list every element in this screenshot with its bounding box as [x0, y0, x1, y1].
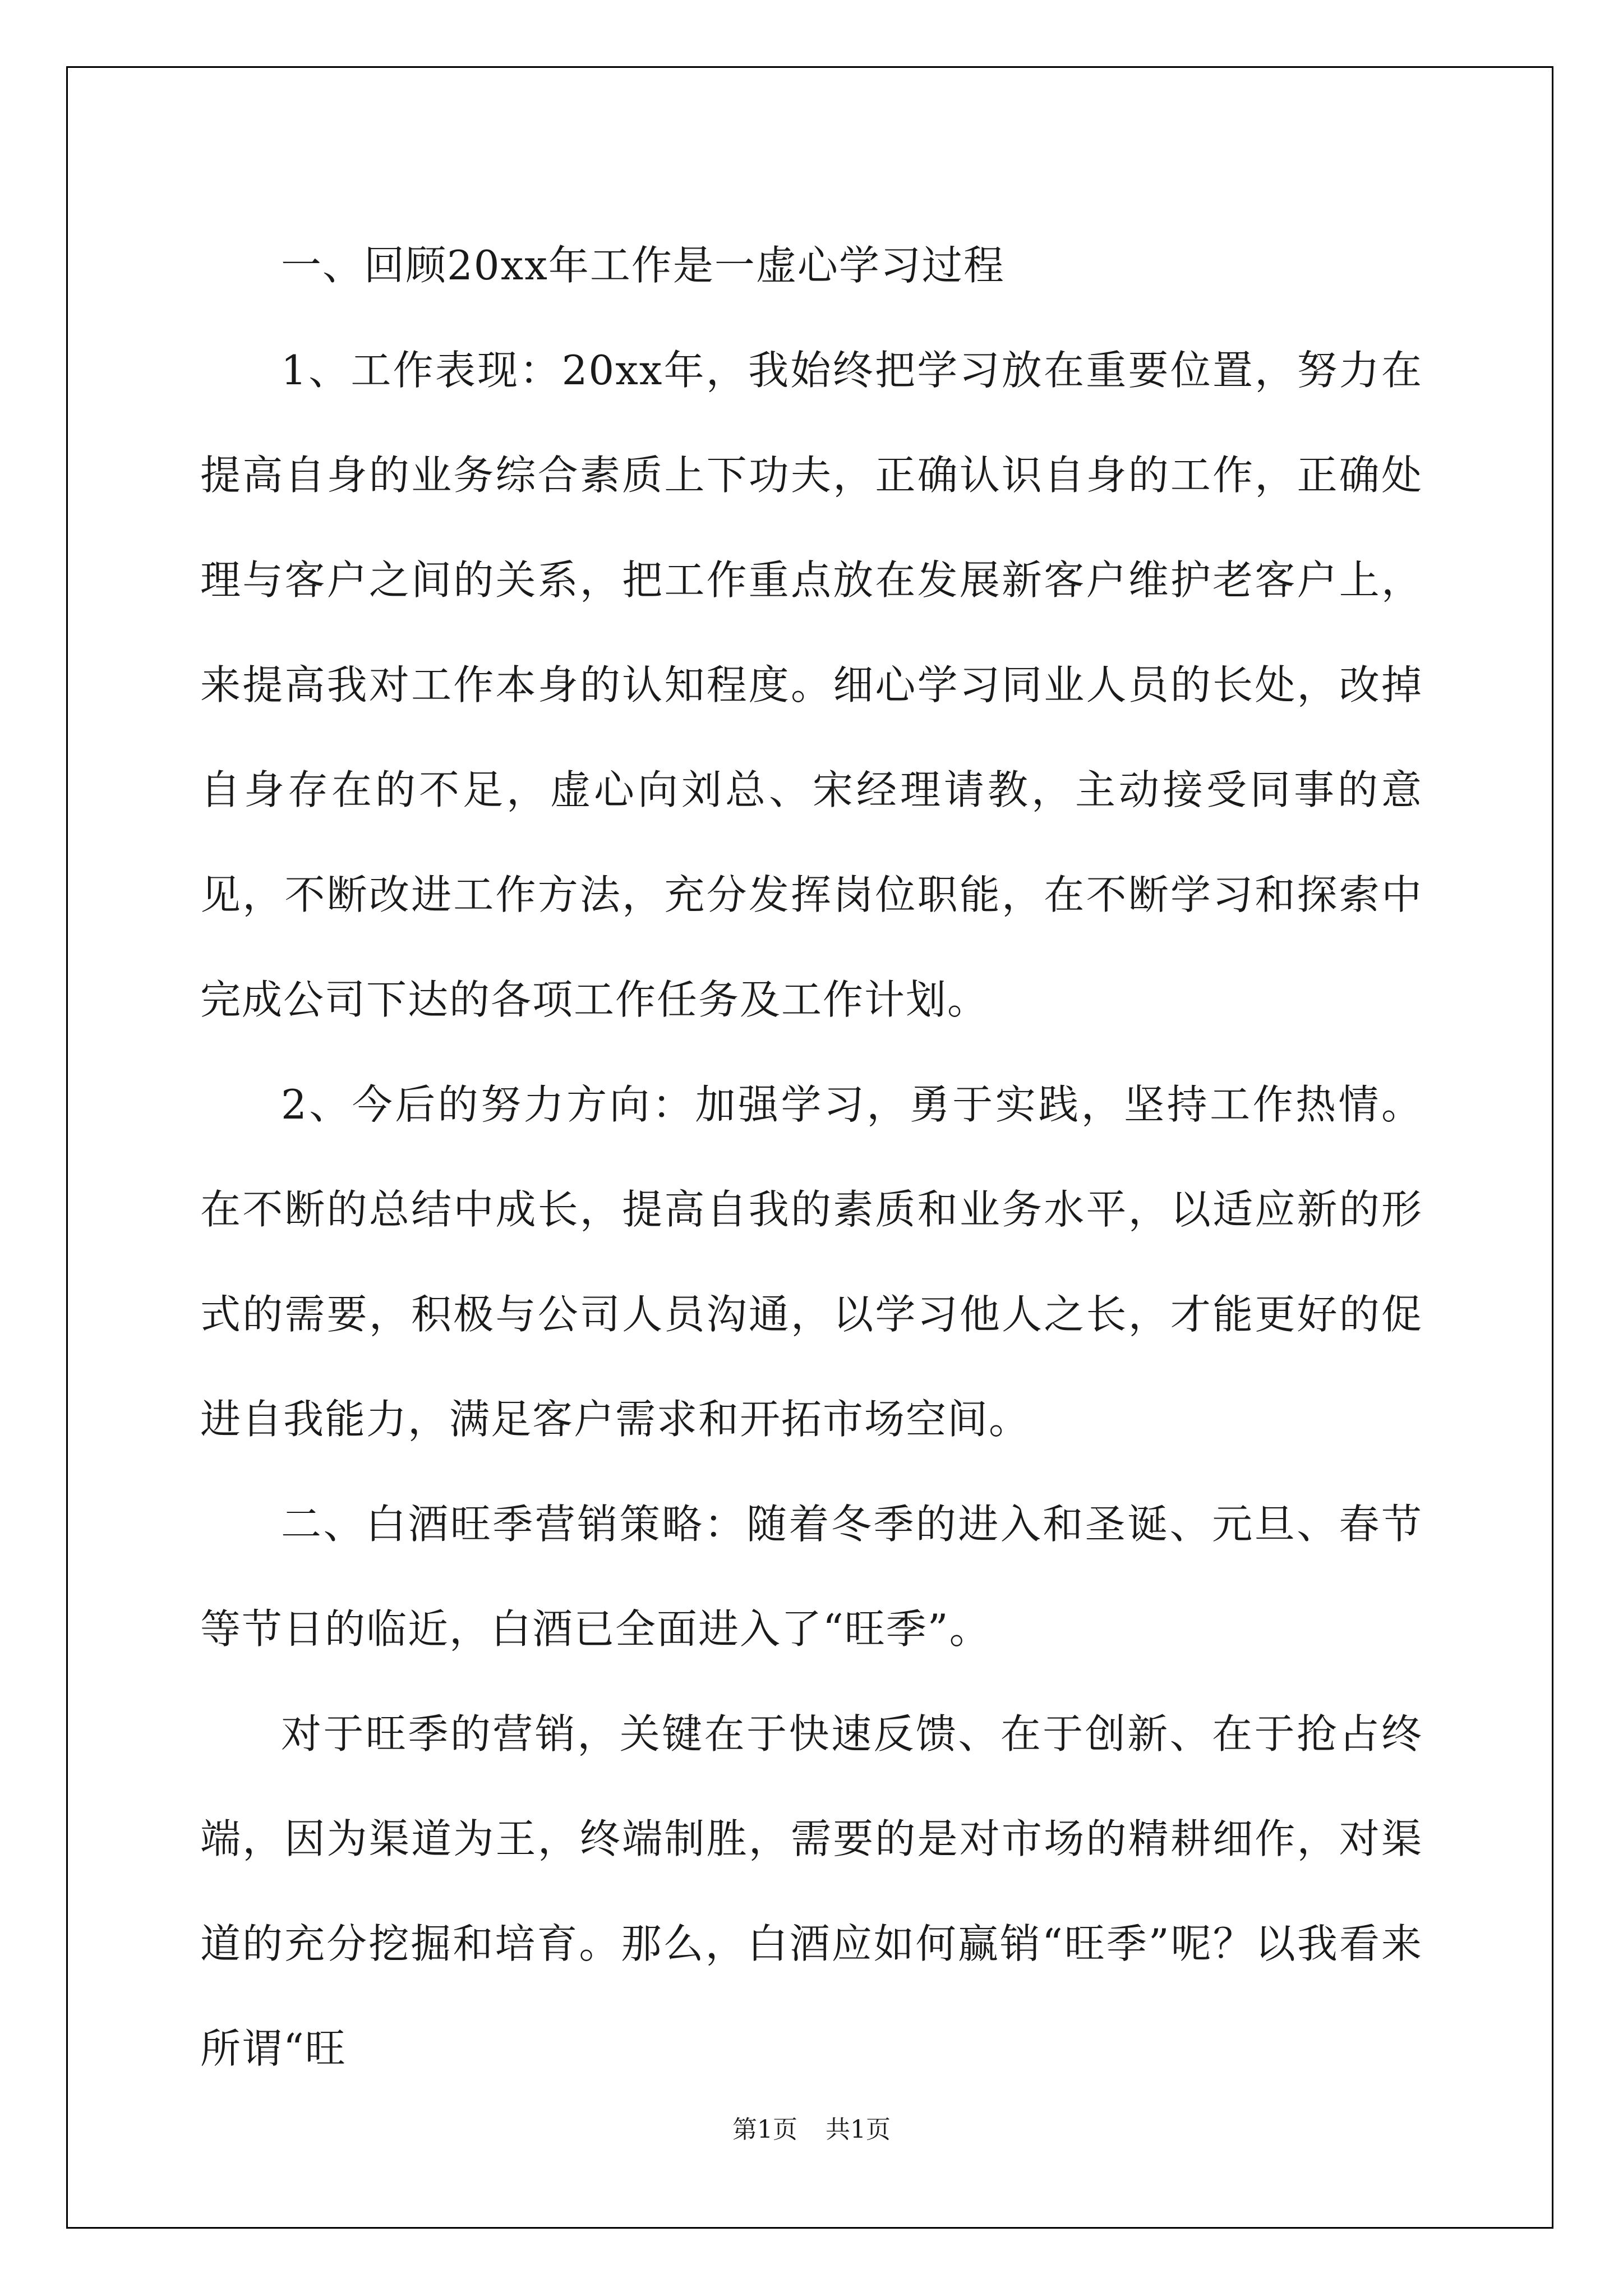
section-heading-marketing-strategy: 二、白酒旺季营销策略：随着冬季的进入和圣诞、元旦、春节等节日的临近，白酒已全面进入了“旺季”。	[200, 1501, 1423, 1653]
page-number-current: 第1页	[732, 2115, 797, 2144]
section-heading-review: 一、回顾20xx年工作是一虚心学习过程	[281, 242, 1005, 289]
page-number-total: 共1页	[826, 2115, 891, 2144]
paragraph-future-direction: 2、今后的努力方向：加强学习，勇于实践，坚持工作热情。在不断的总结中成长，提高自我的素质和业务水平，以适应新的形式的需要，积极与公司人员沟通，以学习他人之长，才能更好的促进自我能力，满足客户需求和开拓市场空间。	[200, 1081, 1423, 1443]
paragraph-work-performance: 1、工作表现：20xx年，我始终把学习放在重要位置，努力在提高自身的业务综合素质上下功夫，正确认识自身的工作，正确处理与客户之间的关系，把工作重点放在发展新客户维护老客户上，来提高我对工作本身的认知程度。细心学习同业人员的长处，改掉自身存在的不足，虚心向刘总、宋经理请教，主动接受同事的意见，不断改进工作方法，充分发挥岗位职能，在不断学习和探索中完成公司下达的各项工作任务及工作计划。	[200, 347, 1423, 1023]
document-body	[200, 213, 1423, 2101]
paragraph-peak-season: 对于旺季的营销，关键在于快速反馈、在于创新、在于抢占终端，因为渠道为王，终端制胜，需要的是对市场的精耕细作，对渠道的充分挖掘和培育。那么，白酒应如何赢销“旺季”呢？以我看来所谓“旺	[200, 1710, 1423, 2072]
page-footer	[0, 2109, 1623, 2145]
